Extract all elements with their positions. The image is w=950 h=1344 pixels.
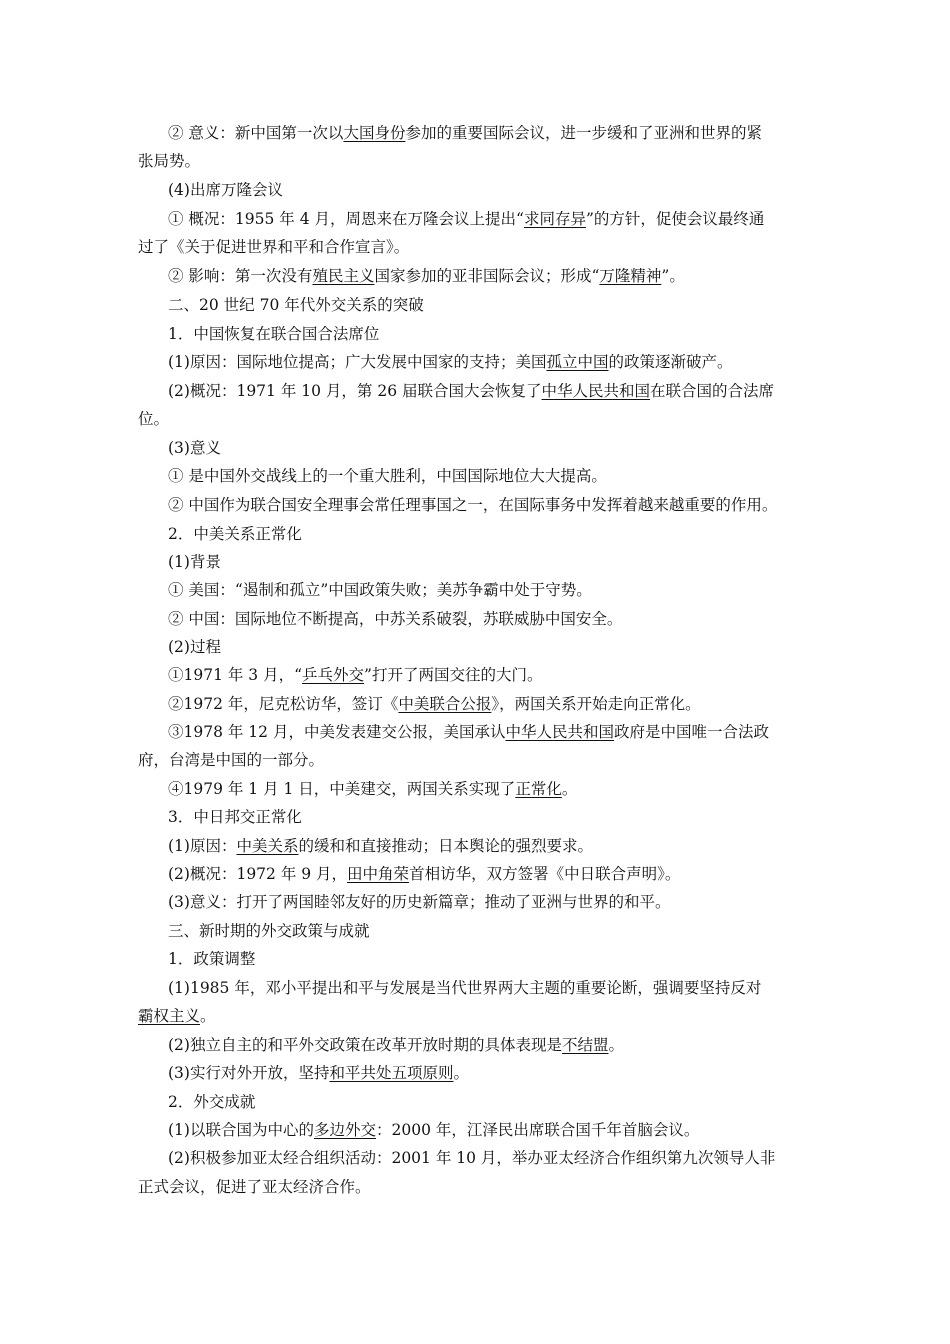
text-segment: ② 中国作为联合国安全理事会常任理事国之一，在国际事务中发挥着越来越重要的作用。 [168,496,778,514]
text-line [168,180,848,200]
text-segment: (2)积极参加亚太经合组织活动：2001 年 10 月，举办亚太经济合作组织第九次领导人非 [168,1149,776,1167]
text-segment: 2．外交成就 [168,1093,256,1111]
text-line [168,1120,848,1140]
text-segment: (3)意义：打开了两国睦邻友好的历史新篇章；推动了亚洲与世界的和平。 [168,893,671,911]
text-segment: (4)出席万隆会议 [168,181,283,199]
text-segment: ②1972 年，尼克松访华，签订《 [168,695,399,713]
text-line [138,1006,818,1026]
text-line [138,750,818,770]
text-line [168,438,848,458]
text-line [168,295,848,315]
text-line [168,209,848,229]
text-line [168,722,848,742]
text-line [168,266,848,286]
text-segment: 张局势。 [138,152,201,170]
text-line [168,352,848,372]
text-segment: 1．中国恢复在联合国合法席位 [168,325,380,343]
text-line [168,524,848,544]
text-segment: (3)实行对外开放，坚持 [168,1064,330,1082]
text-line [138,151,818,171]
text-segment: ”打开了两国交往的大门。 [364,666,543,684]
text-segment: 府，台湾是中国的一部分。 [138,751,325,769]
text-segment: 的缓和和直接推动；日本舆论的强烈要求。 [298,837,593,855]
text-line [168,1148,848,1168]
text-segment: ① 是中国外交战线上的一个重大胜利，中国国际地位大大提高。 [168,467,607,485]
text-line [168,864,848,884]
text-line [168,580,848,600]
underlined-key-term: 中美联合公报 [398,695,492,713]
text-segment: 的政策逐渐破产。 [608,353,733,371]
underlined-key-term: 中美关系 [236,837,299,855]
text-segment: 政府是中国唯一合法政 [613,723,769,741]
text-segment: 。 [200,1007,216,1025]
text-line [168,779,848,799]
text-segment: 。 [453,1064,469,1082]
text-segment: ② 意义：新中国第一次以 [168,124,344,142]
underlined-key-term: 乒乓外交 [302,666,365,684]
text-segment: 在联合国的合法席 [650,382,775,400]
text-segment: ④1979 年 1 月 1 日，中美建交，两国关系实现了 [168,780,516,798]
text-line [168,466,848,486]
text-line [168,836,848,856]
text-line [168,609,848,629]
underlined-key-term: 中华人民共和国 [541,382,651,400]
underlined-key-term: 孤立中国 [546,353,609,371]
underlined-key-term: 霸权主义 [138,1007,201,1025]
text-segment: 》，两国关系开始走向正常化。 [491,695,701,713]
text-segment: 。 [608,1036,624,1054]
underlined-key-term: 田中角荣 [347,865,410,883]
text-segment: 二、20 世纪 70 年代外交关系的突破 [168,296,424,314]
underlined-key-term: 殖民主义 [312,267,375,285]
text-segment: (2)概况：1972 年 9 月， [168,865,348,883]
text-segment: 参加的重要国际会议，进一步缓和了亚洲和世界的紧 [405,124,762,142]
text-segment: ① 概况：1955 年 4 月，周恩来在万隆会议上提出“ [168,210,524,228]
text-line [168,495,848,515]
text-line [168,324,848,344]
underlined-key-term: 多边外交 [313,1121,376,1139]
underlined-key-term: 不结盟 [561,1036,609,1054]
text-line [168,1063,848,1083]
text-segment: 1．政策调整 [168,950,256,968]
text-segment: 正式会议，促进了亚太经济合作。 [138,1178,371,1196]
text-segment: ①1971 年 3 月，“ [168,666,303,684]
text-line [168,807,848,827]
text-line [168,637,848,657]
text-segment: ③1978 年 12 月，中美发表建交公报，美国承认 [168,723,506,741]
text-segment: 过了《关于促进世界和平和合作宣言》。 [138,238,410,256]
text-line [168,921,848,941]
underlined-key-term: 万隆精神 [599,267,662,285]
text-segment: ① 美国：“遏制和孤立”中国政策失败；美苏争霸中处于守势。 [168,581,592,599]
text-segment: 位。 [138,410,170,428]
text-line [168,1035,848,1055]
text-line [168,892,848,912]
underlined-key-term: 和平共处五项原则 [329,1064,454,1082]
text-segment: (1)1985 年，邓小平提出和平与发展是当代世界两大主题的重要论断，强调要坚持反对 [168,979,762,997]
text-segment: (3)意义 [168,439,221,457]
underlined-key-term: 大国身份 [343,124,406,142]
text-segment: 。 [561,780,578,798]
text-segment: ② 中国：国际地位不断提高，中苏关系破裂，苏联威胁中国安全。 [168,610,623,628]
text-segment: ”。 [661,267,685,285]
text-line [138,237,818,257]
text-segment: ”的方针，促使会议最终通 [585,210,765,228]
text-line [168,381,848,401]
text-segment: (2)概况：1971 年 10 月，第 26 届联合国大会恢复了 [168,382,542,400]
text-segment: 2．中美关系正常化 [168,525,302,543]
text-line [138,1177,818,1197]
text-segment: ：2000 年，江泽民出席联合国千年首脑会议。 [375,1121,700,1139]
text-segment: 国家参加的亚非国际会议；形成“ [374,267,600,285]
text-line [168,1092,848,1112]
underlined-key-term: 正常化 [515,780,562,798]
text-line [168,694,848,714]
text-segment: ② 影响：第一次没有 [168,267,313,285]
text-segment: 三、新时期的外交政策与成就 [168,922,370,940]
underlined-key-term: 求同存异 [523,210,586,228]
text-line [168,949,848,969]
text-line [168,665,848,685]
text-segment: (2)独立自主的和平外交政策在改革开放时期的具体表现是 [168,1036,562,1054]
text-segment: (1)背景 [168,553,221,571]
text-segment: 首相访华，双方签署《中日联合声明》。 [409,865,681,883]
text-line [138,409,818,429]
text-segment: 3．中日邦交正常化 [168,808,302,826]
text-segment: (1)原因： [168,837,237,855]
underlined-key-term: 中华人民共和国 [505,723,614,741]
text-segment: (1)原因：国际地位提高；广大发展中国家的支持；美国 [168,353,547,371]
text-segment: (1)以联合国为中心的 [168,1121,314,1139]
text-line [168,552,848,572]
text-segment: (2)过程 [168,638,221,656]
text-line [168,123,848,143]
text-line [168,978,848,998]
